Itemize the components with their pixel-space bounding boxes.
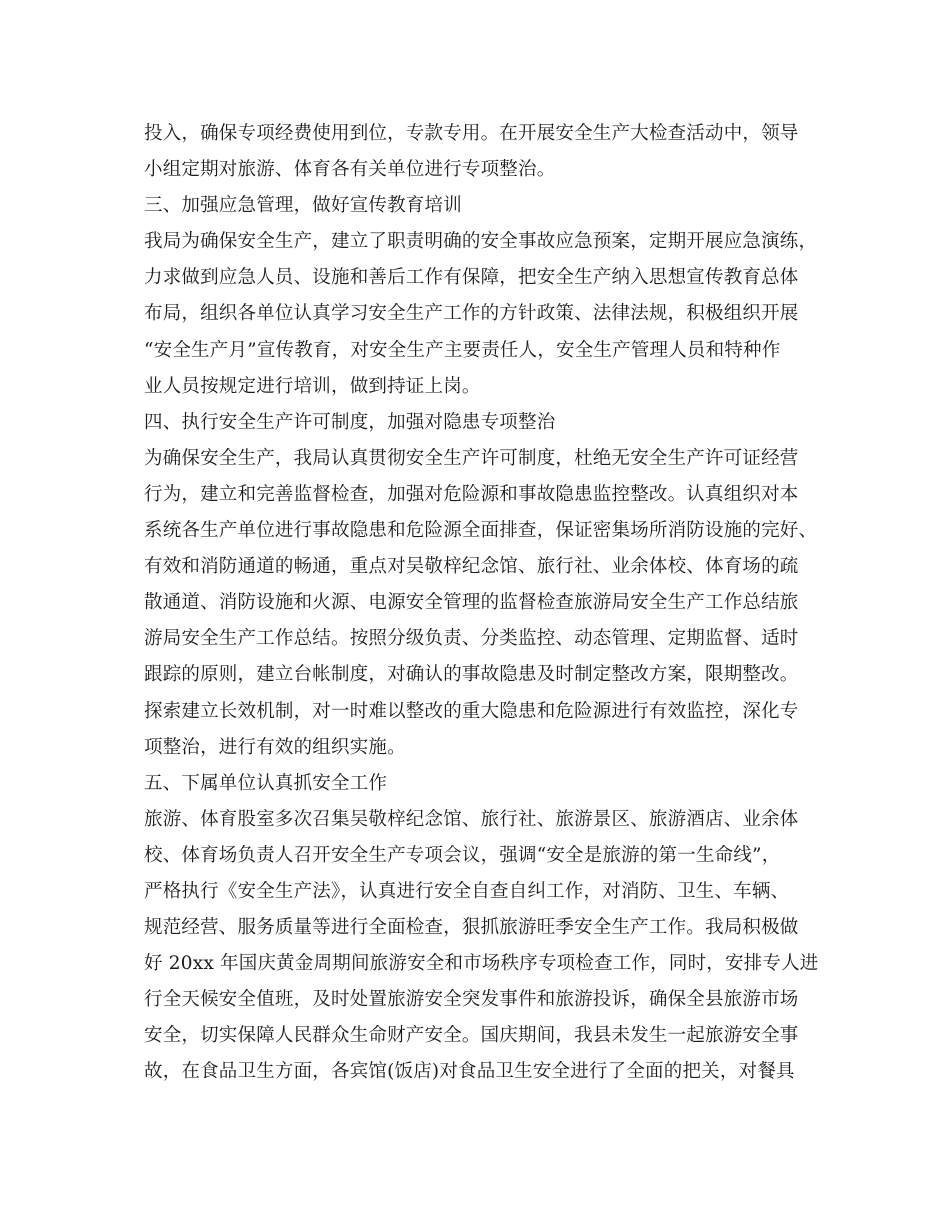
body-text-line: 系统各生产单位进行事故隐患和危险源全面排查，保证密集场所消防设施的完好、 <box>144 520 818 542</box>
body-text-line: “安全生产月”宣传教育，对安全生产主要责任人，安全生产管理人员和特种作 <box>144 339 781 361</box>
body-text-line: 为确保安全生产，我局认真贯彻安全生产许可制度，杜绝无安全生产许可证经营 <box>144 447 799 469</box>
body-text-line: 力求做到应急人员、设施和善后工作有保障，把安全生产纳入思想宣传教育总体 <box>144 267 799 289</box>
body-text-line: 严格执行《安全生产法》，认真进行安全自查自纠工作，对消防、卫生、车辆、 <box>144 880 790 902</box>
body-text-line: 跟踪的原则，建立台帐制度，对确认的事故隐患及时制定整改方案，限期整改。 <box>144 664 799 686</box>
body-text-line: 游局安全生产工作总结。按照分级负责、分类监控、动态管理、定期监督、适时 <box>144 628 799 650</box>
body-text-line: 校、体育场负责人召开安全生产专项会议，强调“安全是旅游的第一生命线”， <box>144 844 781 866</box>
body-text-line: 安全，切实保障人民群众生命财产安全。国庆期间，我县未发生一起旅游安全事 <box>144 1025 799 1047</box>
section-heading: 四、执行安全生产许可制度，加强对隐患专项整治 <box>144 411 556 433</box>
body-text-line: 行为，建立和完善监督检查，加强对危险源和事故隐患监控整改。认真组织对本 <box>144 483 799 505</box>
body-text-line: 散通道、消防设施和火源、电源安全管理的监督检查旅游局安全生产工作总结旅 <box>144 592 799 614</box>
body-text-line: 行全天候安全值班，及时处置旅游安全突发事件和旅游投诉，确保全县旅游市场 <box>144 989 799 1011</box>
body-text-line: 探索建立长效机制，对一时难以整改的重大隐患和危险源进行有效监控，深化专 <box>144 700 799 722</box>
body-text-line: 故，在食品卫生方面，各宾馆(饭店)对食品卫生安全进行了全面的把关，对餐具 <box>144 1061 795 1083</box>
body-text-line: 业人员按规定进行培训，做到持证上岗。 <box>144 375 481 397</box>
body-text-line: 有效和消防通道的畅通，重点对吴敬梓纪念馆、旅行社、业余体校、体育场的疏 <box>144 556 799 578</box>
body-text-line: 布局，组织各单位认真学习安全生产工作的方针政策、法律法规，积极组织开展 <box>144 303 799 325</box>
body-text-line: 项整治，进行有效的组织实施。 <box>144 736 406 758</box>
section-heading: 五、下属单位认真抓安全工作 <box>144 772 388 794</box>
body-text-line: 好 20xx 年国庆黄金周期间旅游安全和市场秩序专项检查工作，同时，安排专人进 <box>144 953 819 975</box>
body-text-line: 我局为确保安全生产，建立了职责明确的安全事故应急预案，定期开展应急演练， <box>144 231 818 253</box>
document-body <box>144 116 819 1091</box>
body-text-line: 小组定期对旅游、体育各有关单位进行专项整治。 <box>144 159 556 181</box>
body-text-line: 旅游、体育股室多次召集吴敬梓纪念馆、旅行社、旅游景区、旅游酒店、业余体 <box>144 808 799 830</box>
section-heading: 三、加强应急管理，做好宣传教育培训 <box>144 195 462 217</box>
body-text-line: 规范经营、服务质量等进行全面检查，狠抓旅游旺季安全生产工作。我局积极做 <box>144 917 799 939</box>
body-text-line: 投入，确保专项经费使用到位，专款专用。在开展安全生产大检查活动中，领导 <box>144 123 799 144</box>
